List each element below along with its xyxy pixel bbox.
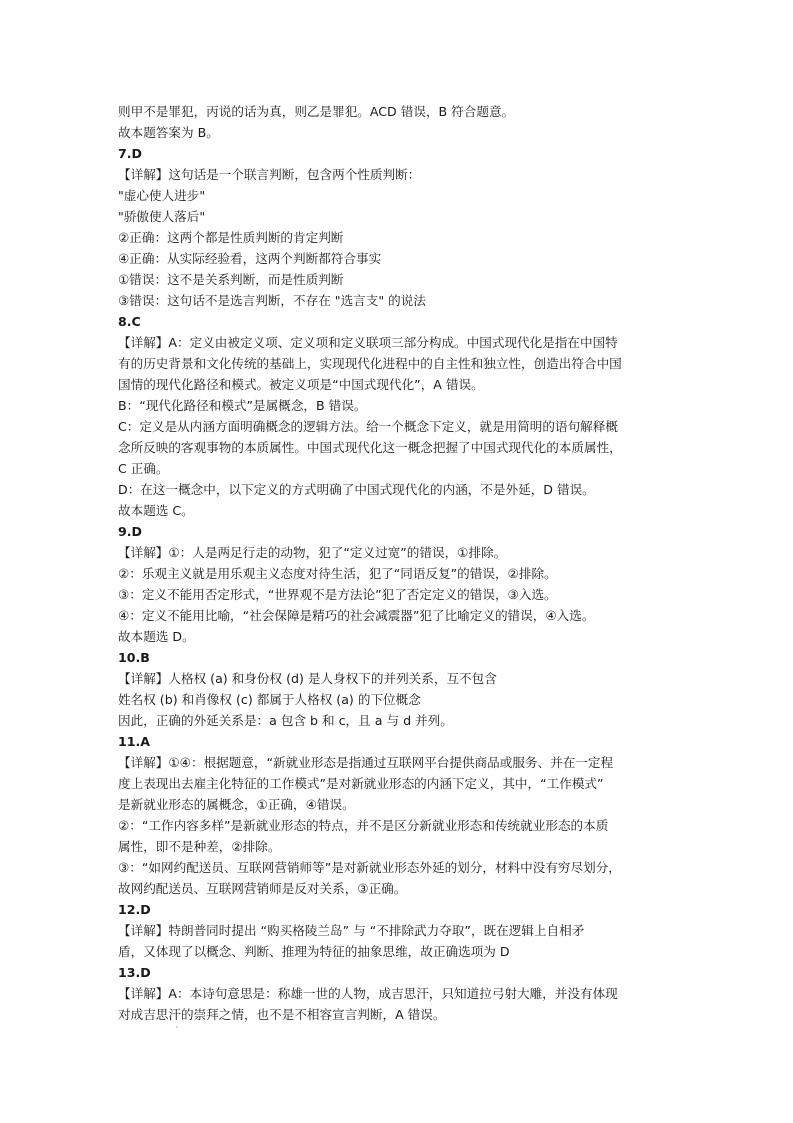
text-line: ④：定义不能用比喻，“社会保障是精巧的社会减震器”犯了比喻定义的错误，④入选。 (118, 608, 595, 623)
text-line: 故本题选 D。 (118, 629, 195, 644)
text-line: ④正确：从实际经验看，这两个判断都符合事实 (118, 251, 382, 266)
text-line: 故网约配送员、互联网营销师是反对关系，③正确。 (118, 881, 407, 896)
text-line: ③：定义不能用否定形式，“世界观不是方法论”犯了否定定义的错误，③入选。 (118, 587, 557, 602)
text-line: 因此，正确的外延关系是：a 包含 b 和 c，且 a 与 d 并列。 (118, 713, 453, 728)
question-number: 11.A (118, 734, 151, 749)
text-line: 【详解】特朗普同时提出 “购买格陵兰岛” 与 “不排除武力夺取”，既在逻辑上自相矛 (118, 923, 585, 938)
text-line: ①错误：这不是关系判断，而是性质判断 (118, 272, 344, 287)
text-line: ③：“如网约配送员、互联网营销师等”是对新就业形态外延的划分，材料中没有穷尽划分， (118, 860, 621, 875)
text-line: B：“现代化路径和模式”是属概念，B 错误。 (118, 398, 367, 413)
text-line: 【详解】A：定义由被定义项、定义项和定义联项三部分构成。中国式现代化是指在中国特 (118, 335, 618, 350)
text-line: 念所反映的客观事物的本质属性。中国式现代化这一概念把握了中国式现代化的本质属性， (118, 440, 622, 455)
question-number: 7.D (118, 146, 143, 161)
text-line: ②：乐观主义就是用乐观主义态度对待生活，犯了“同语反复”的错误，②排除。 (118, 566, 557, 581)
text-line: C 正确。 (118, 461, 169, 476)
text-line: 故本题答案为 B。 (118, 125, 219, 140)
text-line: 对成吉思汗的崇拜之情，也不是不相容宣言判断，A 错误。 (118, 1007, 446, 1022)
question-number: 12.D (118, 902, 151, 917)
text-line: 属性，即不是种差，②排除。 (118, 839, 281, 854)
text-line: ③错误：这句话不是选言判断，不存在 "选言支" 的说法 (118, 293, 426, 308)
text-line: 度上表现出去雇主化特征的工作模式”是对新就业形态的内涵下定义，其中，“工作模式” (118, 776, 604, 791)
question-number: 9.D (118, 524, 143, 539)
text-line: 【详解】A：本诗句意思是：称雄一世的人物，成吉思汗，只知道拉弓射大雕，并没有体现 (118, 986, 618, 1001)
question-number: 8.C (118, 314, 141, 329)
scan-speck (176, 1026, 178, 1028)
answer-explanations (118, 101, 688, 1025)
text-line: 姓名权 (b) 和肖像权 (c) 都属于人格权 (a) 的下位概念 (118, 692, 421, 707)
text-line: 国情的现代化路径和模式。被定义项是“中国式现代化”，A 错误。 (118, 377, 484, 392)
text-line: C：定义是从内涵方面明确概念的逻辑方法。给一个概念下定义，就是用简明的语句解释概 (118, 419, 618, 434)
text-line: 是新就业形态的属概念，①正确，④错误。 (118, 797, 355, 812)
text-line: ②：“工作内容多样”是新就业形态的特点，并不是区分新就业形态和传统就业形态的本质 (118, 818, 609, 833)
text-line: D：在这一概念中，以下定义的方式明确了中国式现代化的内涵，不是外延，D 错误。 (118, 482, 595, 497)
text-line: 则甲不是罪犯，丙说的话为真，则乙是罪犯。ACD 错误，B 符合题意。 (118, 104, 515, 119)
text-line: 【详解】这句话是一个联言判断，包含两个性质判断： (118, 167, 421, 182)
text-line: 【详解】①④：根据题意，“新就业形态是指通过互联网平台提供商品或服务、并在一定程 (118, 755, 614, 770)
text-line: 盾，又体现了以概念、判断、推理为特征的抽象思维，故正确选项为 D (118, 944, 510, 959)
text-line: "骄傲使人落后" (118, 209, 206, 224)
text-line: 有的历史背景和文化传统的基础上，实现现代化进程中的自主性和独立性，创造出符合中国 (118, 356, 622, 371)
text-line: ②正确：这两个都是性质判断的肯定判断 (118, 230, 344, 245)
text-line: "虚心使人进步" (118, 188, 206, 203)
question-number: 13.D (118, 965, 151, 980)
question-number: 10.B (118, 650, 150, 665)
text-line: 故本题选 C。 (118, 503, 194, 518)
text-line: 【详解】人格权 (a) 和身份权 (d) 是人身权下的并列关系，互不包含 (118, 671, 497, 686)
text-line: 【详解】①：人是两足行走的动物，犯了“定义过宽”的错误，①排除。 (118, 545, 507, 560)
